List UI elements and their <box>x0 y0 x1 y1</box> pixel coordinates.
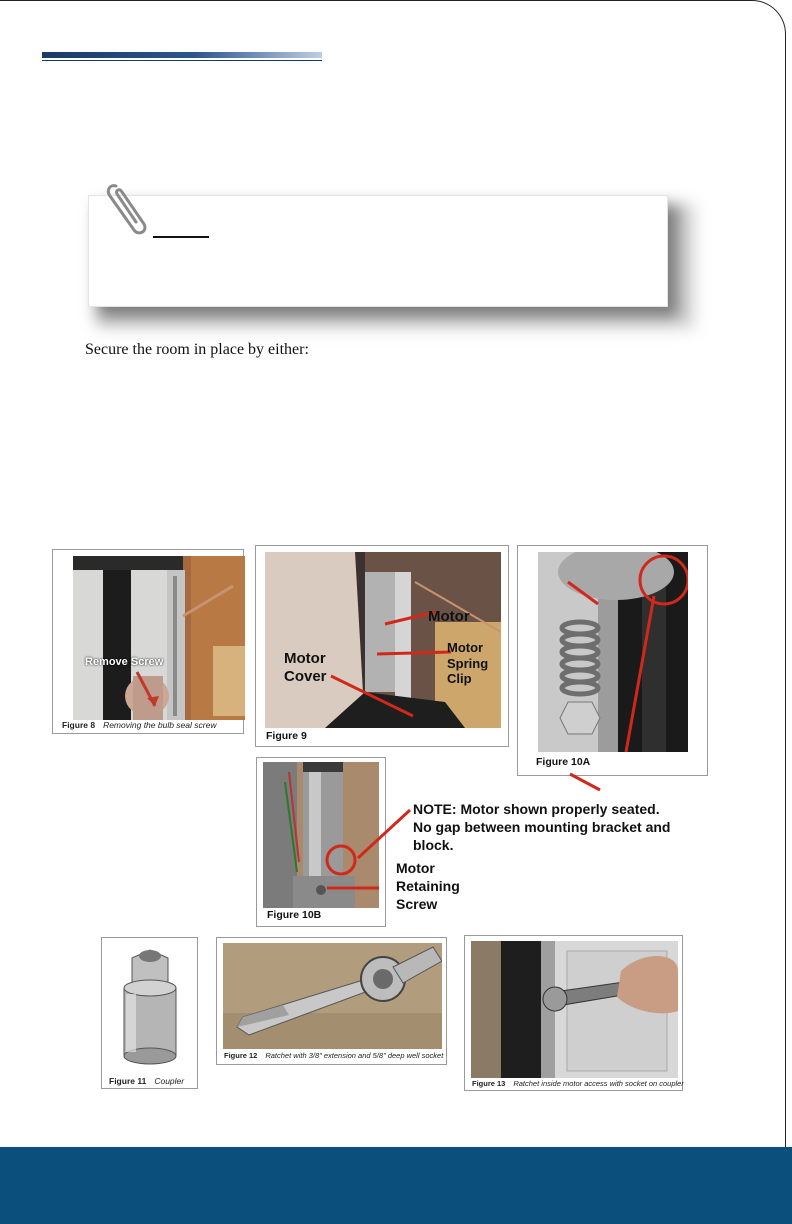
figure-11-caption-text: Coupler <box>154 1076 185 1086</box>
figure-9-label-spring-clip: Motor Spring Clip <box>447 640 489 687</box>
figure-13-caption-text: Ratchet inside motor access with socket on coupler <box>513 1079 684 1088</box>
figure-8-caption <box>62 720 216 730</box>
paperclip-icon <box>102 180 154 236</box>
figure-10b-number: Figure 10B <box>267 909 322 921</box>
figure-9 <box>255 545 509 747</box>
figure-8-number: Figure 8 <box>62 720 96 730</box>
header-rule-thin <box>42 60 322 61</box>
figure-10-retaining-screw-label: Motor Retaining Screw <box>396 860 460 912</box>
figure-10a-number: Figure 10A <box>536 756 591 768</box>
note-box <box>88 195 668 307</box>
figure-8-caption-text: Removing the bulb seal screw <box>103 720 217 730</box>
figure-12-photo <box>223 943 442 1049</box>
figure-11-photo <box>110 944 190 1072</box>
figure-8-photo <box>73 556 245 720</box>
figure-13-photo <box>471 941 678 1078</box>
figure-10a-photo <box>538 552 688 752</box>
footer-band <box>0 1147 792 1224</box>
figure-10-note: NOTE: Motor shown properly seated. No gap between mounting bracket and block. <box>413 801 671 853</box>
figure-11-caption <box>109 1076 184 1086</box>
figure-13 <box>464 935 683 1091</box>
secure-room-text: Secure the room in place by either: <box>85 341 309 358</box>
figure-8-overlay-label: Remove Screw <box>85 656 164 668</box>
figure-11-number: Figure 11 <box>109 1076 147 1086</box>
figure-13-number: Figure 13 <box>472 1079 506 1088</box>
figure-12-number: Figure 12 <box>224 1051 258 1060</box>
figure-8 <box>52 549 244 734</box>
figure-12-caption <box>224 1051 443 1060</box>
figure-11 <box>101 937 198 1089</box>
figure-13-caption <box>472 1079 684 1088</box>
figure-12 <box>216 937 447 1065</box>
figure-9-label-motor: Motor <box>428 608 470 625</box>
figure-10a <box>517 545 708 776</box>
header-rule <box>42 52 322 58</box>
figure-9-number: Figure 9 <box>266 730 307 742</box>
note-label-underline <box>153 236 209 238</box>
figure-12-caption-text: Ratchet with 3/8" extension and 5/8" deep well socket <box>265 1051 444 1060</box>
figure-9-label-motor-cover: Motor Cover <box>284 650 327 685</box>
